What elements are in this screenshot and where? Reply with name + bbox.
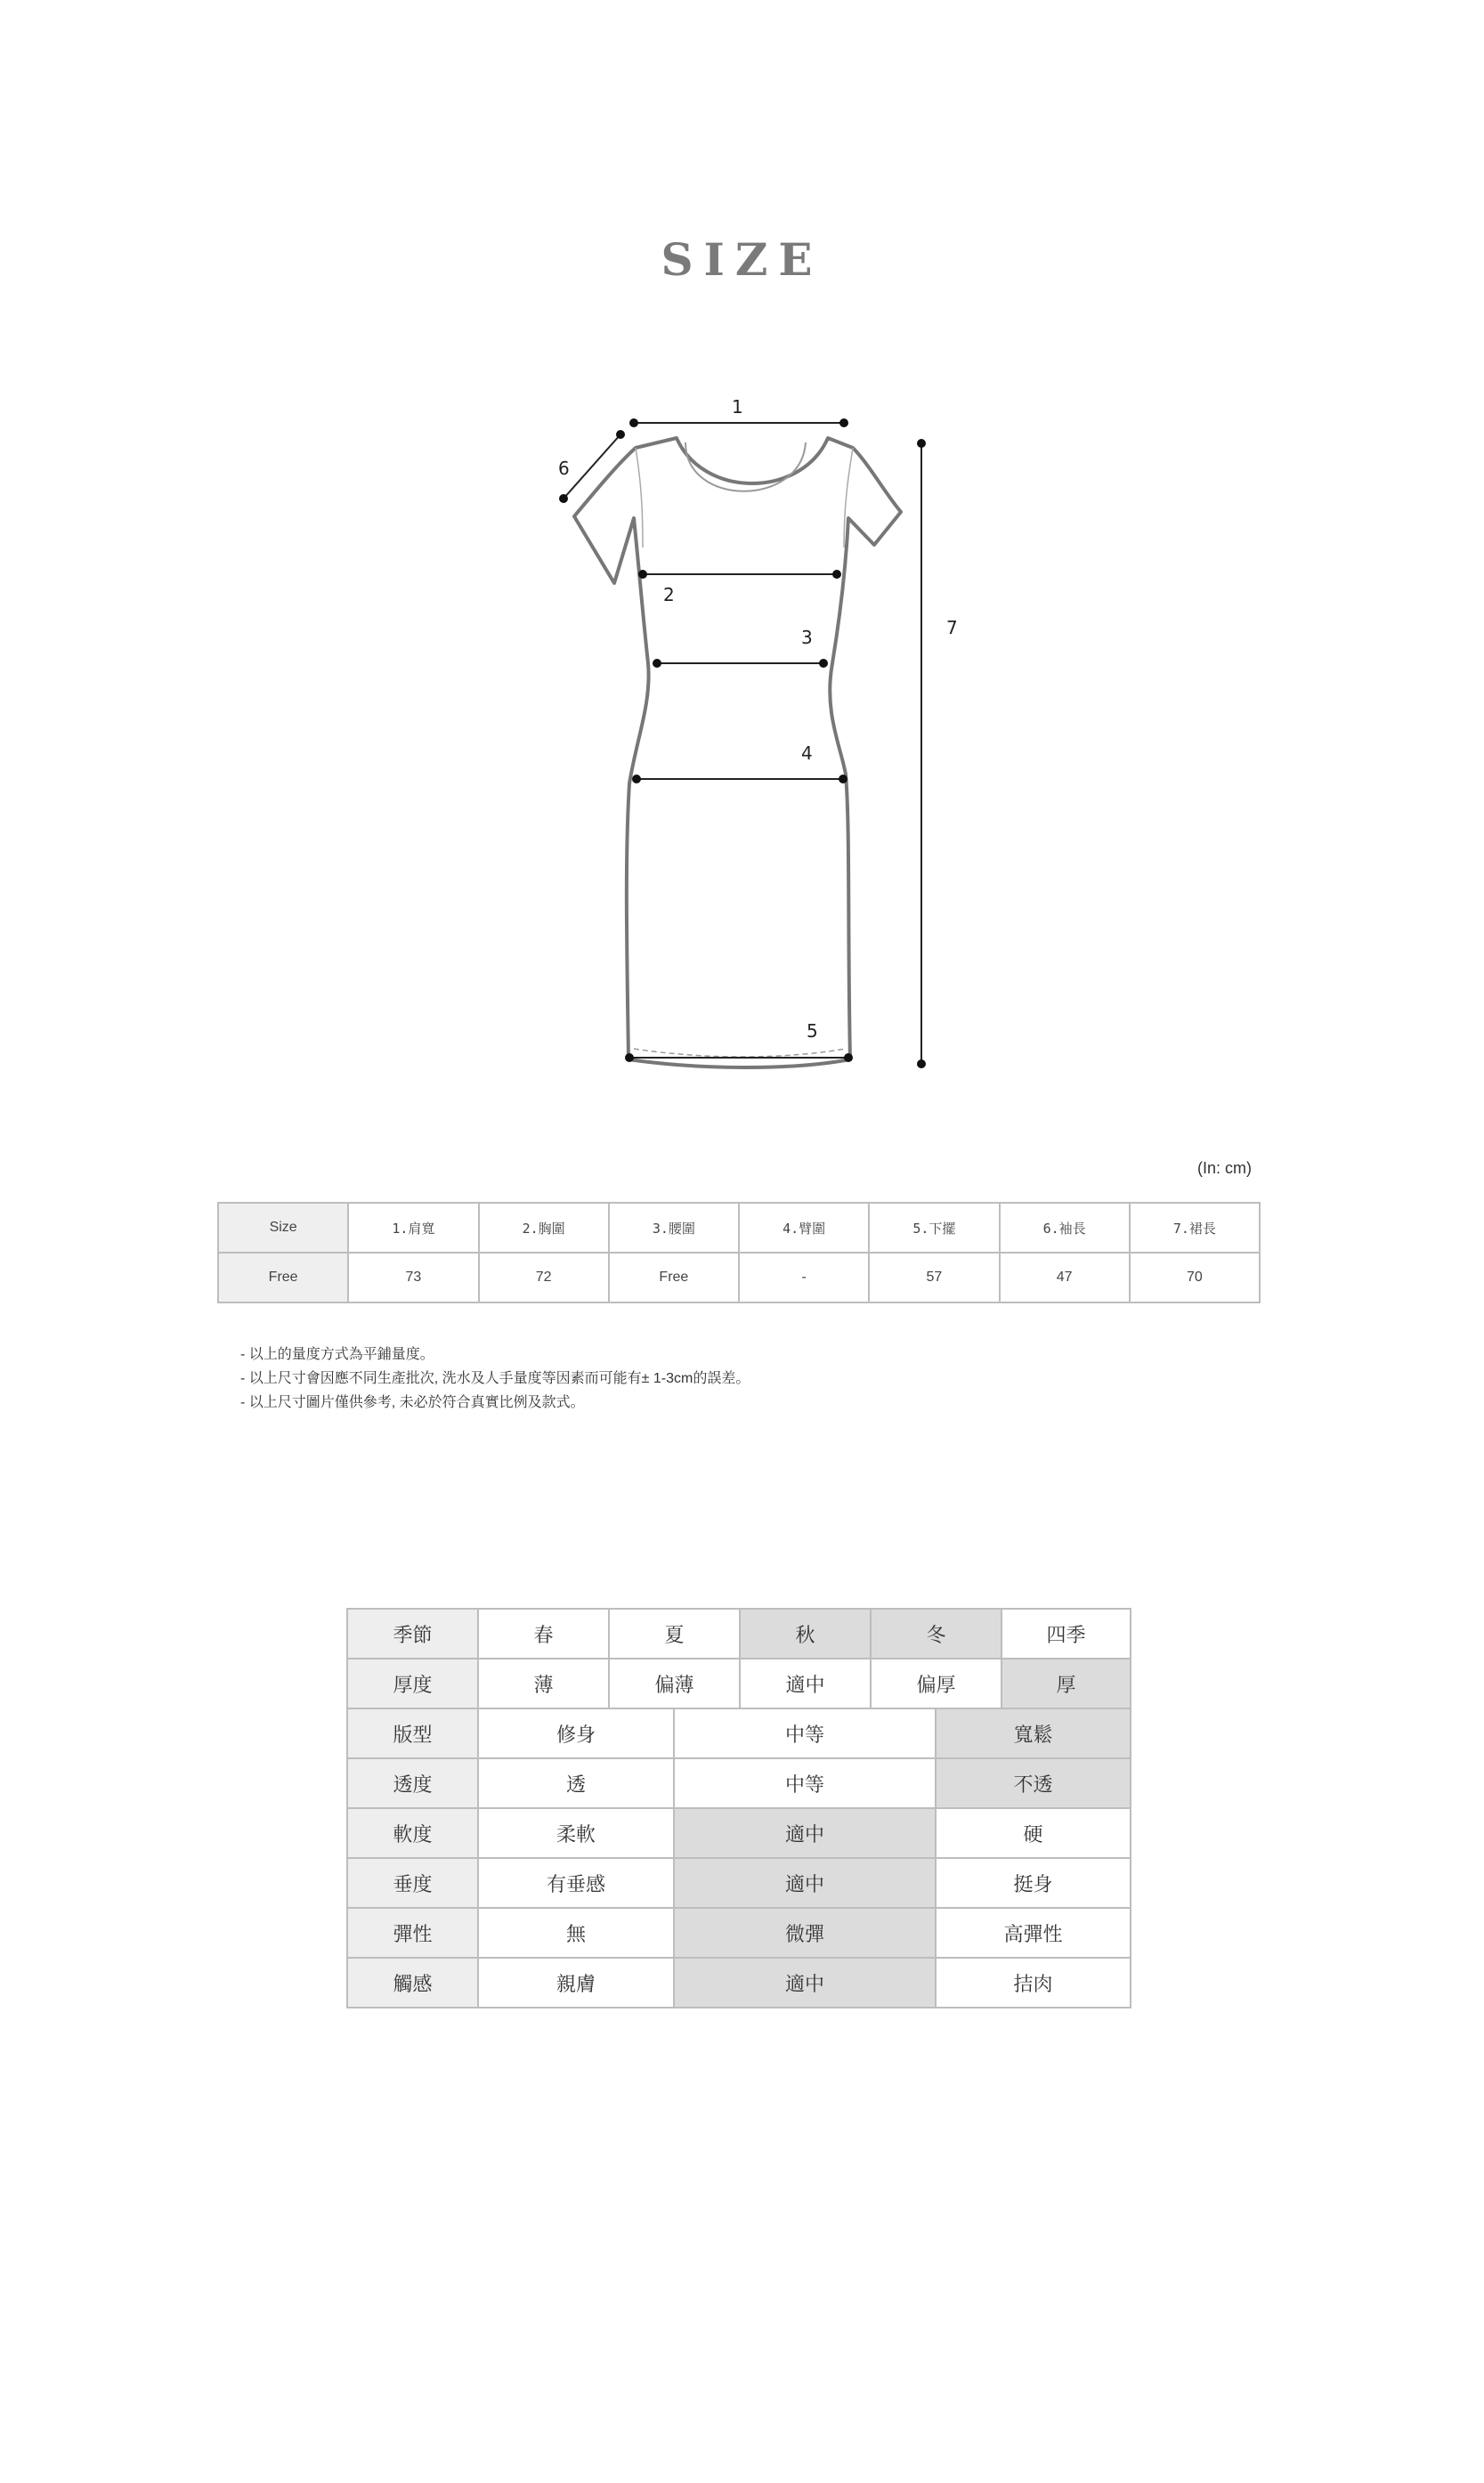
fabric-row-touch bbox=[347, 1958, 1131, 2008]
size-value-cell: 47 bbox=[1000, 1253, 1130, 1302]
size-value-cell: Free bbox=[218, 1253, 348, 1302]
fabric-option-selected: 適中 bbox=[674, 1808, 936, 1858]
fabric-label: 版型 bbox=[347, 1708, 478, 1758]
note-line: - 以上尺寸會因應不同生產批次, 洗水及人手量度等因素而可能有± 1-3cm的誤差。 bbox=[240, 1371, 750, 1386]
size-header-cell: 3.腰圍 bbox=[609, 1203, 739, 1253]
measure-1-shoulder bbox=[629, 418, 848, 427]
hem-stitch bbox=[634, 1049, 846, 1057]
measure-2-chest bbox=[638, 570, 841, 579]
fabric-option-selected: 微彈 bbox=[674, 1908, 936, 1958]
label-5: 5 bbox=[807, 1020, 818, 1042]
fabric-option: 夏 bbox=[609, 1609, 740, 1659]
fabric-option: 無 bbox=[478, 1908, 674, 1958]
fabric-option-selected: 適中 bbox=[674, 1958, 936, 2008]
note-line: - 以上的量度方式為平鋪量度。 bbox=[240, 1347, 434, 1362]
fabric-option: 四季 bbox=[1001, 1609, 1131, 1659]
fabric-option: 偏薄 bbox=[609, 1659, 740, 1708]
measure-7-length bbox=[917, 439, 926, 1068]
size-header-cell: 6.袖長 bbox=[1000, 1203, 1130, 1253]
size-value-cell: 70 bbox=[1130, 1253, 1260, 1302]
size-value-cell: Free bbox=[609, 1253, 739, 1302]
fabric-label: 觸感 bbox=[347, 1958, 478, 2008]
fabric-option: 薄 bbox=[478, 1659, 609, 1708]
fabric-option: 偏厚 bbox=[871, 1659, 1001, 1708]
fabric-option: 親膚 bbox=[478, 1958, 674, 2008]
size-header-cell: Size bbox=[218, 1203, 348, 1253]
fabric-row-thickness bbox=[347, 1659, 1131, 1708]
size-header-cell: 5.下擺 bbox=[869, 1203, 999, 1253]
fabric-option: 拮肉 bbox=[936, 1958, 1131, 2008]
fabric-option-selected: 厚 bbox=[1001, 1659, 1131, 1708]
fabric-option: 高彈性 bbox=[936, 1908, 1131, 1958]
dress-diagram bbox=[0, 0, 1484, 1113]
fabric-label: 垂度 bbox=[347, 1858, 478, 1908]
label-2: 2 bbox=[663, 584, 675, 605]
fabric-label: 軟度 bbox=[347, 1808, 478, 1858]
dress-outline bbox=[574, 438, 901, 1067]
fabric-table bbox=[346, 1608, 1131, 2008]
size-value-cell: 57 bbox=[869, 1253, 999, 1302]
page-title: SIZE bbox=[661, 233, 823, 286]
fabric-option: 春 bbox=[478, 1609, 609, 1659]
fabric-option-selected: 不透 bbox=[936, 1758, 1131, 1808]
fabric-option: 挺身 bbox=[936, 1858, 1131, 1908]
fabric-row-stretch bbox=[347, 1908, 1131, 1958]
label-3: 3 bbox=[801, 627, 813, 648]
fabric-option: 透 bbox=[478, 1758, 674, 1808]
label-7: 7 bbox=[946, 617, 958, 638]
label-1: 1 bbox=[732, 396, 743, 418]
fabric-label: 透度 bbox=[347, 1758, 478, 1808]
label-4: 4 bbox=[801, 742, 813, 764]
fabric-row-sheerness bbox=[347, 1758, 1131, 1808]
fabric-option: 中等 bbox=[674, 1758, 936, 1808]
measure-4-hip bbox=[632, 775, 847, 783]
unit-note: (In: cm) bbox=[1197, 1159, 1252, 1177]
note-line: - 以上尺寸圖片僅供參考, 未必於符合真實比例及款式。 bbox=[240, 1395, 585, 1410]
fabric-option-selected: 秋 bbox=[740, 1609, 871, 1659]
fabric-option: 有垂感 bbox=[478, 1858, 674, 1908]
fabric-option-selected: 適中 bbox=[674, 1858, 936, 1908]
measure-3-waist bbox=[653, 659, 828, 668]
fabric-option: 修身 bbox=[478, 1708, 674, 1758]
fabric-option-selected: 冬 bbox=[871, 1609, 1001, 1659]
fabric-row-season bbox=[347, 1609, 1131, 1659]
fabric-option-selected: 寬鬆 bbox=[936, 1708, 1131, 1758]
size-value-cell: 72 bbox=[479, 1253, 609, 1302]
size-table-row bbox=[218, 1253, 1260, 1302]
fabric-option: 中等 bbox=[674, 1708, 936, 1758]
fabric-row-drape bbox=[347, 1858, 1131, 1908]
size-header-cell: 1.肩寬 bbox=[348, 1203, 478, 1253]
size-value-cell: - bbox=[739, 1253, 869, 1302]
size-table bbox=[217, 1202, 1261, 1303]
measure-5-hem bbox=[625, 1053, 853, 1062]
size-value-cell: 73 bbox=[348, 1253, 478, 1302]
fabric-option: 柔軟 bbox=[478, 1808, 674, 1858]
fabric-option: 硬 bbox=[936, 1808, 1131, 1858]
fabric-label: 季節 bbox=[347, 1609, 478, 1659]
size-header-cell: 4.臂圍 bbox=[739, 1203, 869, 1253]
size-header-cell: 7.裙長 bbox=[1130, 1203, 1260, 1253]
fabric-option: 適中 bbox=[740, 1659, 871, 1708]
fabric-row-fit bbox=[347, 1708, 1131, 1758]
measurement-notes bbox=[240, 1343, 750, 1415]
size-table-header-row bbox=[218, 1203, 1260, 1253]
fabric-label: 厚度 bbox=[347, 1659, 478, 1708]
label-6: 6 bbox=[558, 458, 570, 479]
fabric-row-softness bbox=[347, 1808, 1131, 1858]
size-header-cell: 2.胸圍 bbox=[479, 1203, 609, 1253]
fabric-label: 彈性 bbox=[347, 1908, 478, 1958]
